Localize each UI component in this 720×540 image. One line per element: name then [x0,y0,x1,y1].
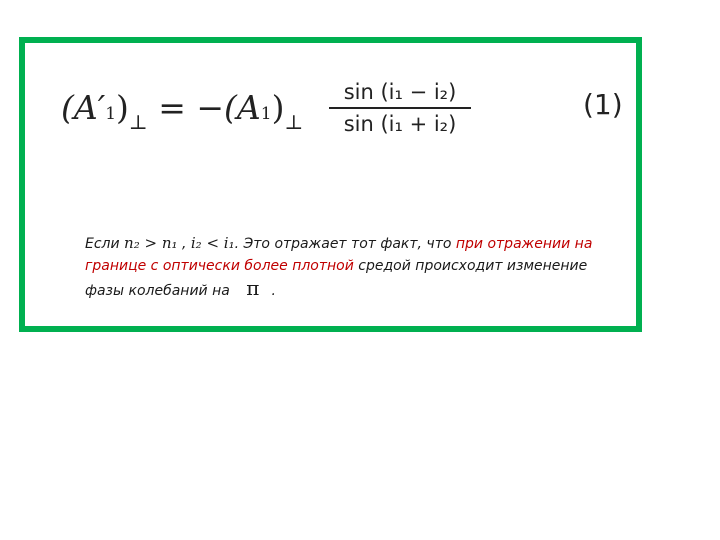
rhs-close-paren: ) [271,88,285,127]
lhs-prime: ′ [97,88,106,127]
text-end: . [271,283,276,299]
perp-symbol-2: ⊥ [284,110,304,134]
explanation-text [85,232,595,302]
text-after-conditions: . Это отражает тот факт, что [234,236,456,252]
fraction-denominator: sin (i₁ + i₂) [343,112,457,136]
text-prefix: Если [85,236,125,252]
lhs-subscript: 1 [105,104,117,124]
fraction-numerator: sin (i₁ − i₂) [343,80,457,104]
equation-number: (1) [583,88,623,121]
lhs-symbol: (A [61,88,98,127]
text-after-highlight: средой происходит изменение фазы колебаний на [85,258,588,299]
lhs-close-paren: ) [116,88,129,127]
equals-minus: = −(A [147,88,261,127]
perp-symbol: ⊥ [128,110,148,134]
fresnel-formula [59,80,623,144]
formula-lhs [61,88,304,134]
highlighted-text: при отражении на границе с оптически более плотной [85,236,593,274]
text-comma: , [177,236,191,252]
condition-i: i₂ < i₁ [190,234,235,252]
condition-n: n₂ > n₁ [124,234,178,252]
rhs-subscript: 1 [260,104,272,124]
content-frame [19,37,642,332]
pi-symbol: π [246,276,260,300]
formula-fraction [329,80,471,136]
